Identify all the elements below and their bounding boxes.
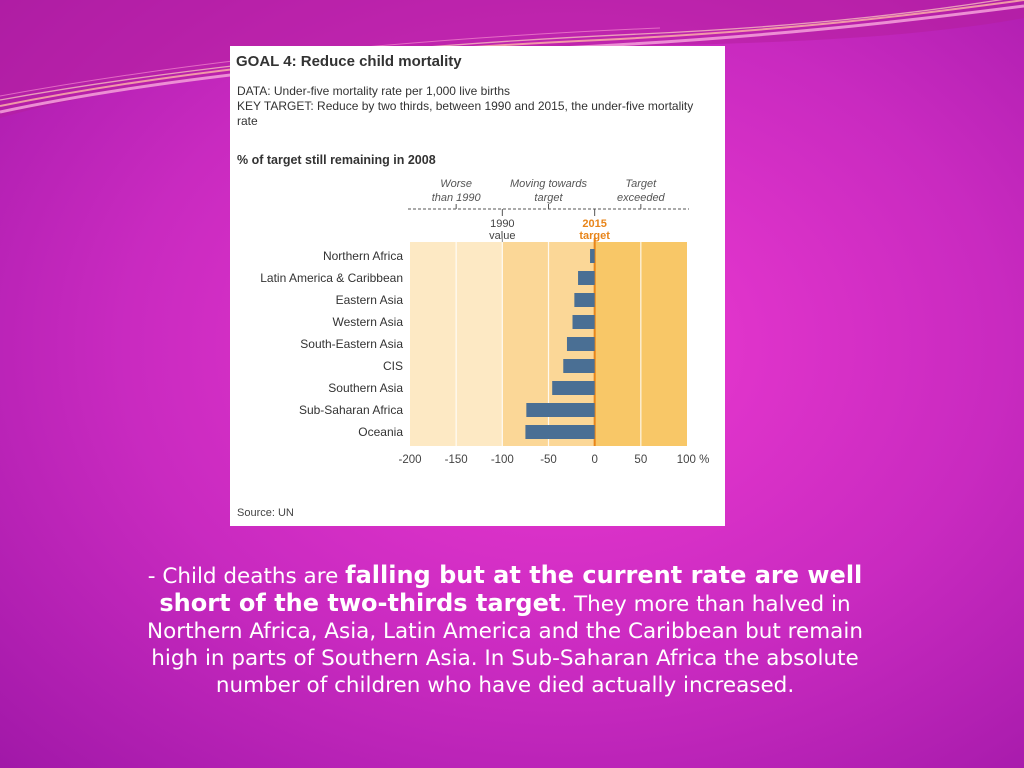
- chart-subtitle: % of target still remaining in 2008: [237, 153, 436, 167]
- x-tick-label-4: 0: [591, 454, 598, 466]
- zone-label-1-1: target: [534, 192, 563, 204]
- category-label-2: Eastern Asia: [335, 293, 403, 307]
- marker-label-1-0: 2015: [582, 218, 607, 230]
- x-tick-label-5: 50: [634, 454, 648, 466]
- x-tick-label-6: 100 %: [676, 454, 710, 466]
- bar-7: [526, 403, 594, 417]
- marker-label-0-0: 1990: [490, 218, 515, 230]
- bar-6: [552, 381, 594, 395]
- x-tick-label-2: -100: [490, 454, 514, 466]
- x-tick-label-0: -200: [398, 454, 422, 466]
- data-description: DATA: Under-five mortality rate per 1,000 live births: [237, 84, 510, 98]
- zone-label-2-0: Target: [625, 178, 657, 190]
- category-label-5: CIS: [382, 359, 403, 373]
- zone-label-1-0: Moving towards: [509, 178, 588, 190]
- zone-label-0-1: than 1990: [431, 192, 481, 204]
- category-label-4: South-Eastern Asia: [300, 337, 403, 351]
- bar-3: [573, 315, 595, 329]
- category-label-1: Latin America & Caribbean: [260, 271, 403, 285]
- bar-2: [574, 293, 594, 307]
- x-tick-label-3: -50: [540, 454, 557, 466]
- infographic-title: GOAL 4: Reduce child mortality: [236, 53, 462, 70]
- slide-caption: [140, 562, 870, 699]
- category-label-6: Southern Asia: [328, 381, 403, 395]
- source-note: Source: UN: [237, 507, 294, 519]
- marker-label-0-1: value: [489, 230, 516, 242]
- zone-label-0-0: Worse: [440, 178, 473, 190]
- bar-5: [563, 359, 594, 373]
- category-label-7: Sub-Saharan Africa: [298, 403, 403, 417]
- caption-lead: - Child deaths are: [147, 563, 346, 589]
- zone-label-2-1: exceeded: [616, 192, 665, 204]
- category-label-8: Oceania: [358, 425, 403, 439]
- caption-bold: falling but at the current rate are well short of the two-thirds target: [159, 560, 863, 617]
- bar-chart: [230, 46, 725, 526]
- category-label-0: Northern Africa: [322, 249, 403, 263]
- category-label-3: Western Asia: [332, 315, 403, 329]
- caption-rest: . They more than halved in Northern Africa, Asia, Latin America and the Caribbean but remain high in parts of Southern Asia. In Sub-Saharan Africa the absolute number of children who have died actually increased.: [147, 591, 863, 698]
- bar-0: [590, 249, 595, 263]
- x-tick-label-1: -150: [444, 454, 468, 466]
- bar-4: [567, 337, 595, 351]
- infographic-panel: [230, 46, 725, 526]
- key-target-description: KEY TARGET: Reduce by two thirds, between 1990 and 2015, the under-five mortality rate: [237, 99, 694, 128]
- bar-8: [525, 425, 594, 439]
- bar-1: [578, 271, 595, 285]
- marker-label-1-1: target: [579, 230, 610, 242]
